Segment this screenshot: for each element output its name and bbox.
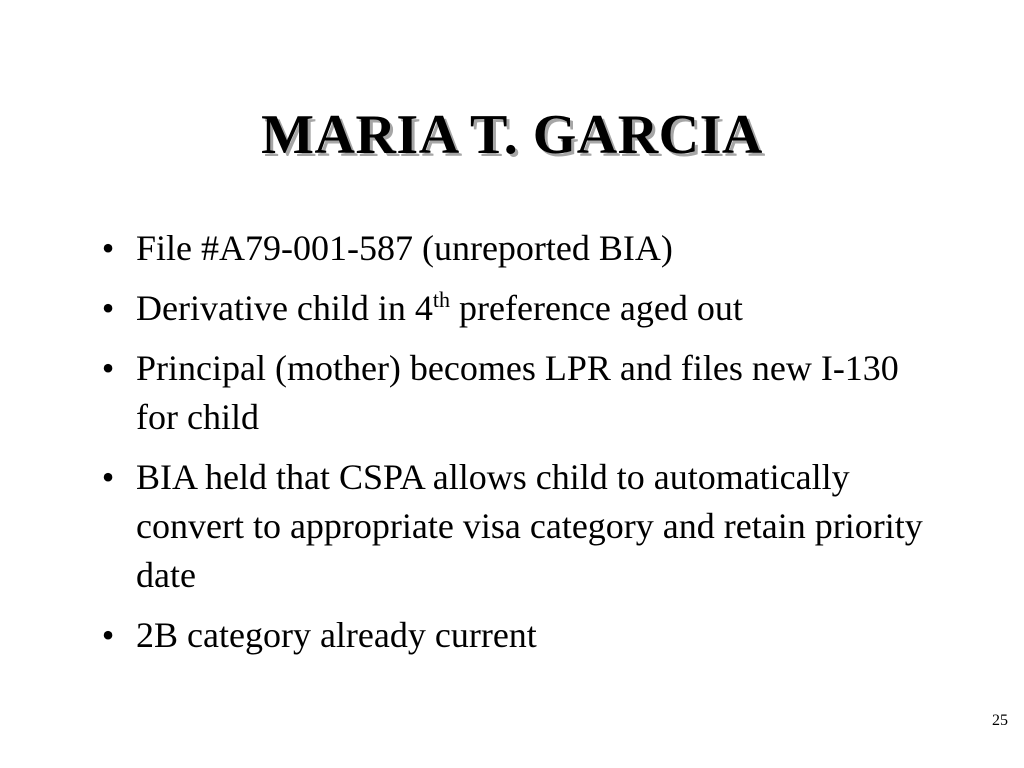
bullet-symbol: • <box>101 615 115 655</box>
bullet-text: BIA held that CSPA allows child to automatically convert to appropriate visa category and retain priority date <box>136 457 923 595</box>
bullet-symbol: • <box>101 348 115 388</box>
bullet-item <box>0 611 1024 660</box>
slide-title: MARIA T. GARCIA <box>261 104 763 166</box>
bullet-item <box>0 344 1024 442</box>
bullet-item <box>0 284 1024 333</box>
bullet-item <box>0 453 1024 600</box>
bullet-symbol: • <box>101 288 115 328</box>
bullet-item <box>0 224 1024 273</box>
bullet-text <box>136 288 743 328</box>
bullet-text: File #A79-001-587 (unreported BIA) <box>136 228 673 268</box>
bullet-text: 2B category already current <box>136 615 537 655</box>
bullet-symbol: • <box>101 457 115 497</box>
ordinal-superscript: th <box>432 287 451 312</box>
bullet-text-after: preference aged out <box>450 288 743 328</box>
page-number: 25 <box>992 712 1008 729</box>
bullet-text-before: Derivative child in 4 <box>136 288 433 328</box>
bullet-symbol: • <box>101 228 115 268</box>
bullet-list <box>0 224 1024 671</box>
bullet-text: Principal (mother) becomes LPR and files new I-130 for child <box>136 348 899 437</box>
